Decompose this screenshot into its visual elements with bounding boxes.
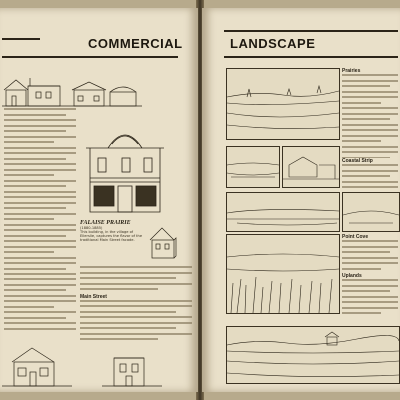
buildings-sketch-top xyxy=(2,72,196,112)
coastal-title: Coastal Strip xyxy=(342,158,373,164)
caption-body: This building, in the village of Ellerslie, captures the flavor of the traditional Main Street facade. xyxy=(80,230,143,242)
left-page xyxy=(0,8,198,392)
caption-years: (1880-1885) xyxy=(80,226,103,230)
point-cove-title: Point Cove xyxy=(342,234,369,240)
photo-caption xyxy=(80,220,146,260)
storefront-sketch xyxy=(78,120,170,216)
prairies-text xyxy=(342,68,398,158)
coastal-sketch-left xyxy=(226,146,280,188)
point-cove-illustration xyxy=(226,234,340,314)
prairies-title: Prairies xyxy=(342,68,361,74)
right-heading-overline xyxy=(224,30,398,32)
prairies-illustration xyxy=(226,68,340,140)
point-cove-text xyxy=(342,234,398,324)
heading-underline xyxy=(2,56,178,58)
small-house-sketch xyxy=(148,226,178,262)
right-heading-underline xyxy=(224,56,398,58)
landscape-heading: LANDSCAPE xyxy=(230,36,316,51)
heading-rule-left xyxy=(2,38,40,40)
lower-right-text xyxy=(80,266,192,348)
main-street-subhead: Main Street xyxy=(80,293,107,300)
uplands-panorama xyxy=(226,326,400,384)
lower-left-text xyxy=(4,278,76,348)
right-page xyxy=(202,8,400,392)
coastal-small-sketch xyxy=(342,192,400,232)
buildings-sketch-bottom xyxy=(2,344,196,390)
coastal-panorama xyxy=(226,192,340,232)
left-text-column xyxy=(4,108,76,278)
uplands-title: Uplands xyxy=(342,273,362,279)
caption-title: FALAISE PRAIRIE xyxy=(80,220,131,226)
coastal-sketch-right xyxy=(282,146,340,188)
commercial-heading: COMMERCIAL xyxy=(88,36,183,51)
